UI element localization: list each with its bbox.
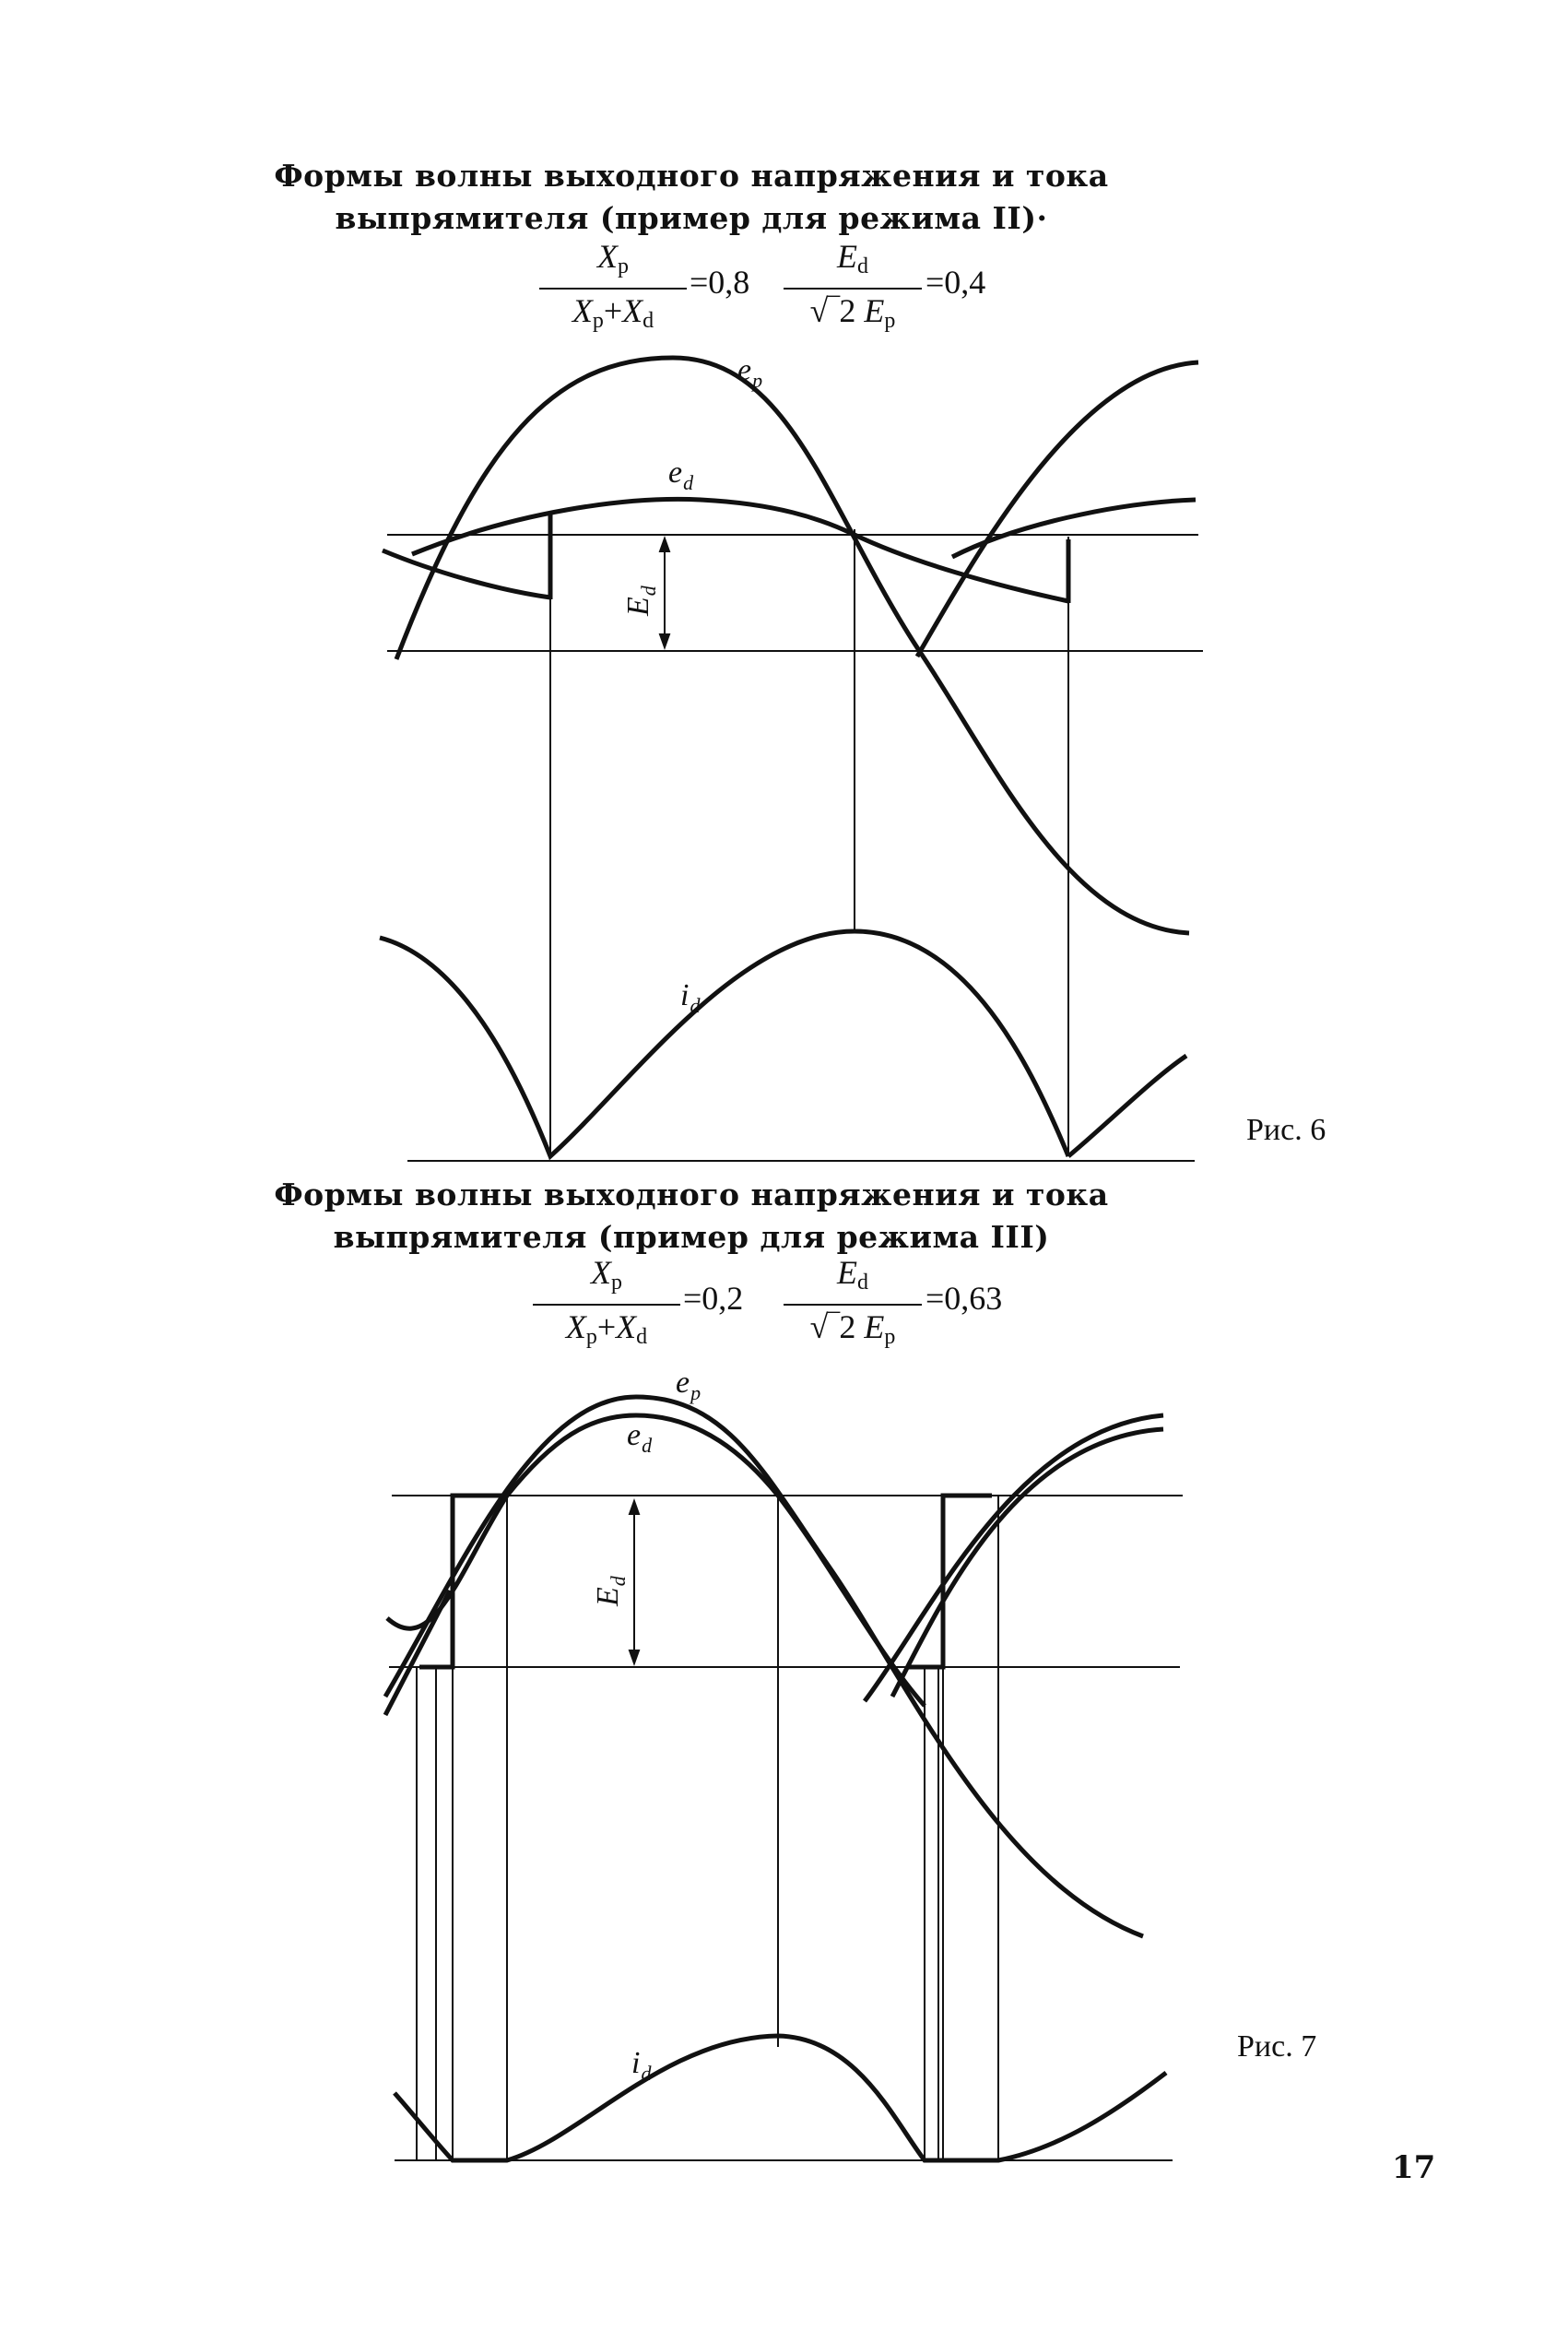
fig7-label-id: $i_d$: [631, 2046, 652, 2085]
fig7-f2-num: E: [837, 1254, 857, 1291]
fig7-f2-den: E: [864, 1308, 885, 1345]
fig7-ed-curve: [387, 1415, 925, 1706]
fig7-title-line1: Формы волны выходного напряжения и тока: [274, 1177, 1109, 1212]
fig7-f1-num-sub: p: [611, 1271, 622, 1295]
fig7-f2-root: √‾2: [809, 1308, 856, 1345]
fig7-f1-num: X: [591, 1254, 611, 1291]
fig7-ed-arrow-up: [630, 1501, 639, 1514]
fig6-ep-curve: [396, 358, 1189, 933]
fig6-ed-curve-left: [383, 550, 550, 597]
fig6-caption: Рис. 6: [1246, 1113, 1326, 1147]
fig7-f2-num-sub: d: [857, 1271, 868, 1295]
fig6-f1-den-b-sub: d: [643, 309, 654, 333]
fig6-f2-root: √‾2: [809, 292, 856, 329]
fig7-f2-value: =0,63: [925, 1280, 1003, 1317]
fig6-f1-den-op: +: [603, 292, 623, 329]
fig6-f2-den: E: [864, 292, 885, 329]
fig7-label-ed: $e_d$: [627, 1418, 653, 1457]
fig6-id-curve: [380, 931, 1068, 1156]
fig7-label-Ed: $E_d$: [591, 1576, 630, 1606]
fig6-title-line2: выпрямителя (пример для режима II)·: [335, 200, 1048, 236]
fig6-f1-num: X: [597, 238, 618, 275]
fig6-label-Ed: $E_d$: [621, 585, 660, 616]
fig7-f1-den-a: X: [565, 1308, 586, 1345]
fig6-id-curve-next: [1068, 1056, 1186, 1156]
fig6-f1-den-a: X: [572, 292, 593, 329]
fig7-caption: Рис. 7: [1237, 2029, 1317, 2064]
fig6-ed-arrow-down: [660, 634, 669, 647]
fig6-ed-curve-next: [952, 500, 1196, 557]
fig7-f1-den-b: X: [616, 1308, 637, 1345]
fig7-f1-value: =0,2: [683, 1280, 744, 1317]
fig7-ed-arrow-down: [630, 1650, 639, 1663]
fig6-f1-den-a-sub: p: [592, 309, 604, 333]
fig6-ep-curve-next: [917, 362, 1198, 656]
fig6-f1-value: =0,8: [690, 264, 750, 301]
fig7-f1-den-b-sub: d: [636, 1325, 648, 1349]
fig7-f1-den-a-sub: p: [585, 1325, 597, 1349]
fig7-diagram: [0, 1337, 1568, 2167]
fig7-id-curve: [395, 2036, 1166, 2160]
fig6-f1-den-b: X: [622, 292, 643, 329]
fig6-ed-arrow-up: [660, 538, 669, 551]
fig6-label-ep: $e_p$: [737, 353, 763, 392]
fig7-ed-curve-next: [892, 1429, 1163, 1697]
fig7-title-line2: выпрямителя (пример для режима III): [333, 1219, 1050, 1255]
page-number: 17: [1392, 2149, 1436, 2186]
fig6-f1-num-sub: p: [618, 254, 629, 278]
fig6-f2-den-sub: p: [884, 309, 896, 333]
fig6-title-line1: Формы волны выходного напряжения и тока: [274, 158, 1109, 194]
fig6-f2-num: E: [837, 238, 857, 275]
fig6-f2-num-sub: d: [857, 254, 868, 278]
fig6-f2-value: =0,4: [925, 264, 986, 301]
fig7-f1-den-op: +: [596, 1308, 617, 1345]
fig7-title: [230, 1174, 1152, 1259]
fig7-label-ep: $e_p$: [676, 1366, 701, 1404]
fig6-label-ed: $e_d$: [668, 455, 694, 494]
fig6-label-id: $i_d$: [680, 978, 701, 1017]
fig7-f2-den-sub: p: [884, 1325, 896, 1349]
